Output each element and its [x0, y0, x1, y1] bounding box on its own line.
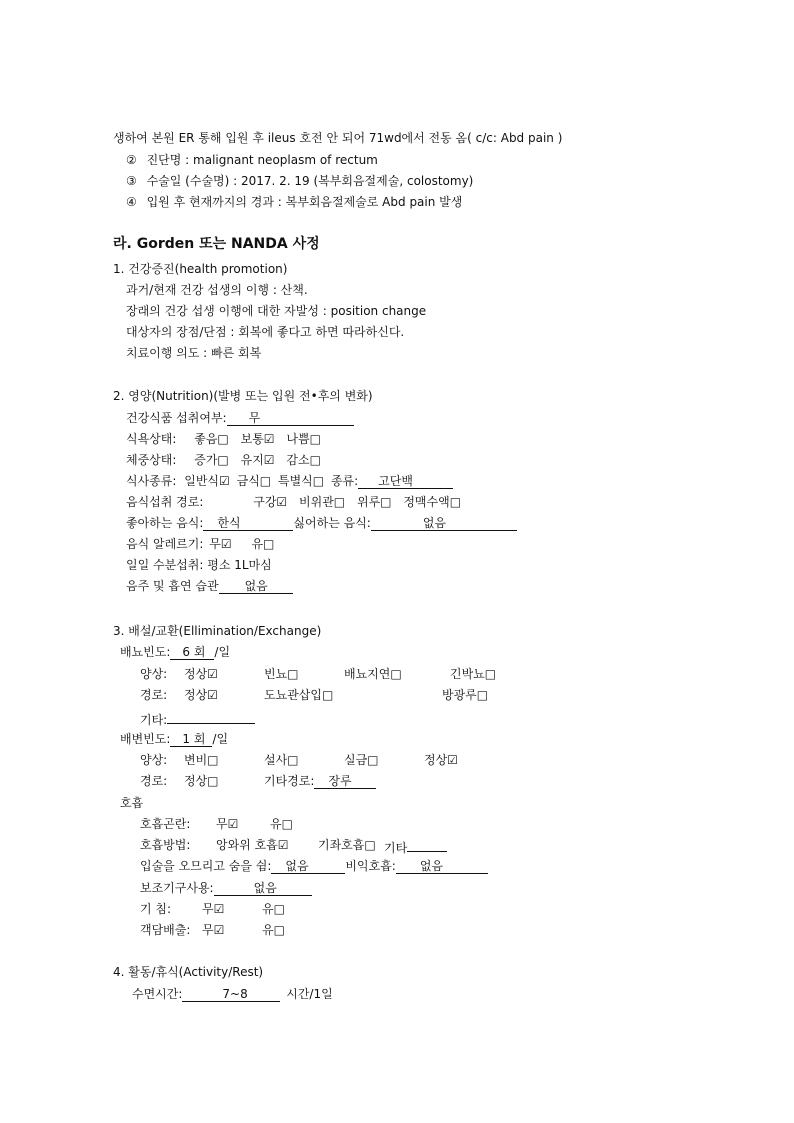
route-row — [126, 494, 461, 510]
health-food-row — [126, 410, 354, 426]
appetite-row — [126, 431, 321, 447]
option[interactable]: 빈뇨□ — [264, 667, 299, 681]
label: 음식섭취 경로: — [126, 495, 204, 509]
label: 기타경로: — [264, 774, 315, 788]
option[interactable]: 배뇨지연□ — [344, 667, 402, 681]
option[interactable]: 정상☑ — [184, 667, 218, 681]
label: 건강식품 섭취여부: — [126, 411, 227, 425]
label: 좋아하는 음식: — [126, 516, 204, 530]
label: 경로: — [140, 774, 168, 788]
circled-number: ③ — [126, 174, 137, 188]
option[interactable]: 감소□ — [286, 453, 321, 467]
health-food-value: 무 — [227, 411, 354, 426]
diagnosis-text: 진단명 : malignant neoplasm of rectum — [146, 153, 378, 167]
habit-row — [126, 578, 293, 594]
label: 양상: — [140, 667, 168, 681]
course-line — [126, 194, 462, 210]
label: 객담배출: — [140, 923, 191, 937]
weight-row — [126, 452, 321, 468]
option: 기타 — [384, 841, 408, 855]
course-text: 입원 후 현재까지의 경과 : 복부회음절제술로 Abd pain 발생 — [146, 195, 463, 209]
label: 입술을 오므리고 숨을 쉼: — [140, 859, 272, 873]
stool-freq-row — [120, 731, 228, 747]
s2-title: 2. 영양(Nutrition)(발병 또는 입원 전•후의 변화) — [113, 389, 373, 403]
option[interactable]: 유□ — [270, 817, 293, 831]
diagnosis-line — [126, 152, 378, 168]
label: 기타: — [140, 713, 168, 727]
option[interactable]: 방광루□ — [442, 688, 489, 702]
stool-route-etc — [264, 773, 376, 789]
lips-row — [140, 858, 488, 874]
option[interactable]: 증가□ — [194, 453, 229, 467]
label: 수면시간: — [132, 987, 183, 1001]
sleep-row — [132, 986, 333, 1002]
likes-row — [126, 515, 517, 531]
option[interactable]: 유□ — [262, 923, 285, 937]
label: 호흡방법: — [140, 838, 191, 852]
nasal-value: 없음 — [396, 859, 488, 874]
label: 배변빈도: — [120, 732, 171, 746]
allergy-row — [126, 536, 274, 552]
label: 음식 알레르기: — [126, 537, 204, 551]
sleep-value: 7~8 — [182, 987, 280, 1002]
label: 경로: — [140, 688, 168, 702]
option[interactable]: 도뇨관삽입□ — [264, 688, 334, 702]
s1-title: 1. 건강증진(health promotion) — [113, 262, 288, 276]
aid-value: 없음 — [214, 881, 312, 896]
option[interactable]: 구강☑ — [253, 495, 288, 509]
option[interactable]: 정상☑ — [184, 688, 218, 702]
s1-line: 장래의 건강 섭생 이행에 대한 자발성 : position change — [126, 304, 427, 318]
option[interactable]: 무☑ — [202, 902, 225, 916]
water-row: 일일 수분섭취: 평소 1L마심 — [126, 558, 272, 572]
s4-title: 4. 활동/휴식(Activity/Rest) — [113, 965, 264, 979]
urine-freq-row — [120, 644, 230, 660]
stool-route-etc-value: 장루 — [314, 774, 376, 789]
option[interactable]: 변비□ — [184, 753, 219, 767]
diet-row — [126, 473, 453, 489]
label: 배뇨빈도: — [120, 645, 171, 659]
circled-number: ④ — [126, 195, 137, 209]
option[interactable]: 유□ — [262, 902, 285, 916]
option[interactable]: 기좌호흡□ — [318, 838, 376, 852]
option[interactable]: 실금□ — [344, 753, 379, 767]
label: 식사종류: — [126, 474, 177, 488]
option[interactable]: 무☑ — [202, 923, 225, 937]
s1-line: 과거/현재 건강 섭생의 이행 : 산책. — [126, 283, 308, 297]
section-title: 라. Gorden 또는 NANDA 사정 — [113, 236, 320, 252]
unit: /일 — [212, 732, 229, 746]
s3-title: 3. 배설/교환(Ellimination/Exchange) — [113, 624, 322, 638]
option[interactable]: 유□ — [251, 537, 275, 551]
breath-etc-blank — [407, 837, 447, 852]
option[interactable]: 나쁨□ — [286, 432, 321, 446]
label: 종류: — [330, 474, 359, 488]
option[interactable]: 위루□ — [356, 495, 392, 509]
urine-etc-blank — [167, 709, 255, 724]
option[interactable]: 정상☑ — [424, 753, 458, 767]
option[interactable]: 정상□ — [184, 774, 219, 788]
option[interactable]: 보통☑ — [240, 432, 275, 446]
lips-value: 없음 — [271, 859, 345, 874]
circled-number: ② — [126, 153, 137, 167]
label: 호흡곤란: — [140, 817, 191, 831]
option[interactable]: 금식□ — [236, 474, 272, 488]
unit: 시간/1일 — [286, 987, 333, 1001]
option[interactable]: 무☑ — [209, 537, 232, 551]
option[interactable]: 정맥수액□ — [403, 495, 462, 509]
s1-line: 치료이행 의도 : 빠른 회복 — [126, 346, 262, 360]
option-etc[interactable] — [384, 837, 447, 856]
option[interactable]: 특별식□ — [277, 474, 325, 488]
diet-kind-value: 고단백 — [358, 474, 453, 489]
stool-freq-value: 1 회 — [170, 732, 212, 747]
surgery-line — [126, 173, 473, 189]
option[interactable]: 비위관□ — [299, 495, 346, 509]
aid-row — [140, 880, 312, 896]
dislikes-value: 없음 — [371, 516, 517, 531]
option[interactable]: 설사□ — [264, 753, 299, 767]
option[interactable]: 유지☑ — [240, 453, 275, 467]
option[interactable]: 일반식☑ — [184, 474, 230, 488]
label: 음주 및 흡연 습관 — [126, 579, 219, 593]
likes-value: 한식 — [203, 516, 293, 531]
label: 보조기구사용: — [140, 881, 214, 895]
intro-line: 생하여 본원 ER 통해 입원 후 ileus 호전 안 되어 71wd에서 전동 옴( c/c: Abd pain ) — [113, 131, 563, 145]
option[interactable]: 무☑ — [216, 817, 239, 831]
label: 양상: — [140, 753, 168, 767]
label: 체중상태: — [126, 453, 177, 467]
option[interactable]: 긴박뇨□ — [450, 667, 497, 681]
habit-value: 없음 — [219, 579, 293, 594]
resp-title: 호흡 — [120, 796, 144, 810]
urine-etc-row — [140, 709, 255, 728]
unit: /일 — [214, 645, 231, 659]
label: 기 침: — [140, 902, 172, 916]
surgery-text: 수술일 (수술명) : 2017. 2. 19 (복부회음절제술, colostomy) — [146, 174, 474, 188]
s1-line: 대상자의 장점/단점 : 회복에 좋다고 하면 따라하신다. — [126, 325, 405, 339]
label: 식욕상태: — [126, 432, 177, 446]
option[interactable]: 앙와위 호흡☑ — [216, 838, 289, 852]
urine-freq-value: 6 회 — [170, 645, 214, 660]
option[interactable]: 좋음□ — [194, 432, 229, 446]
label: 싫어하는 음식: — [293, 516, 371, 530]
label: 비익호흡: — [345, 859, 396, 873]
